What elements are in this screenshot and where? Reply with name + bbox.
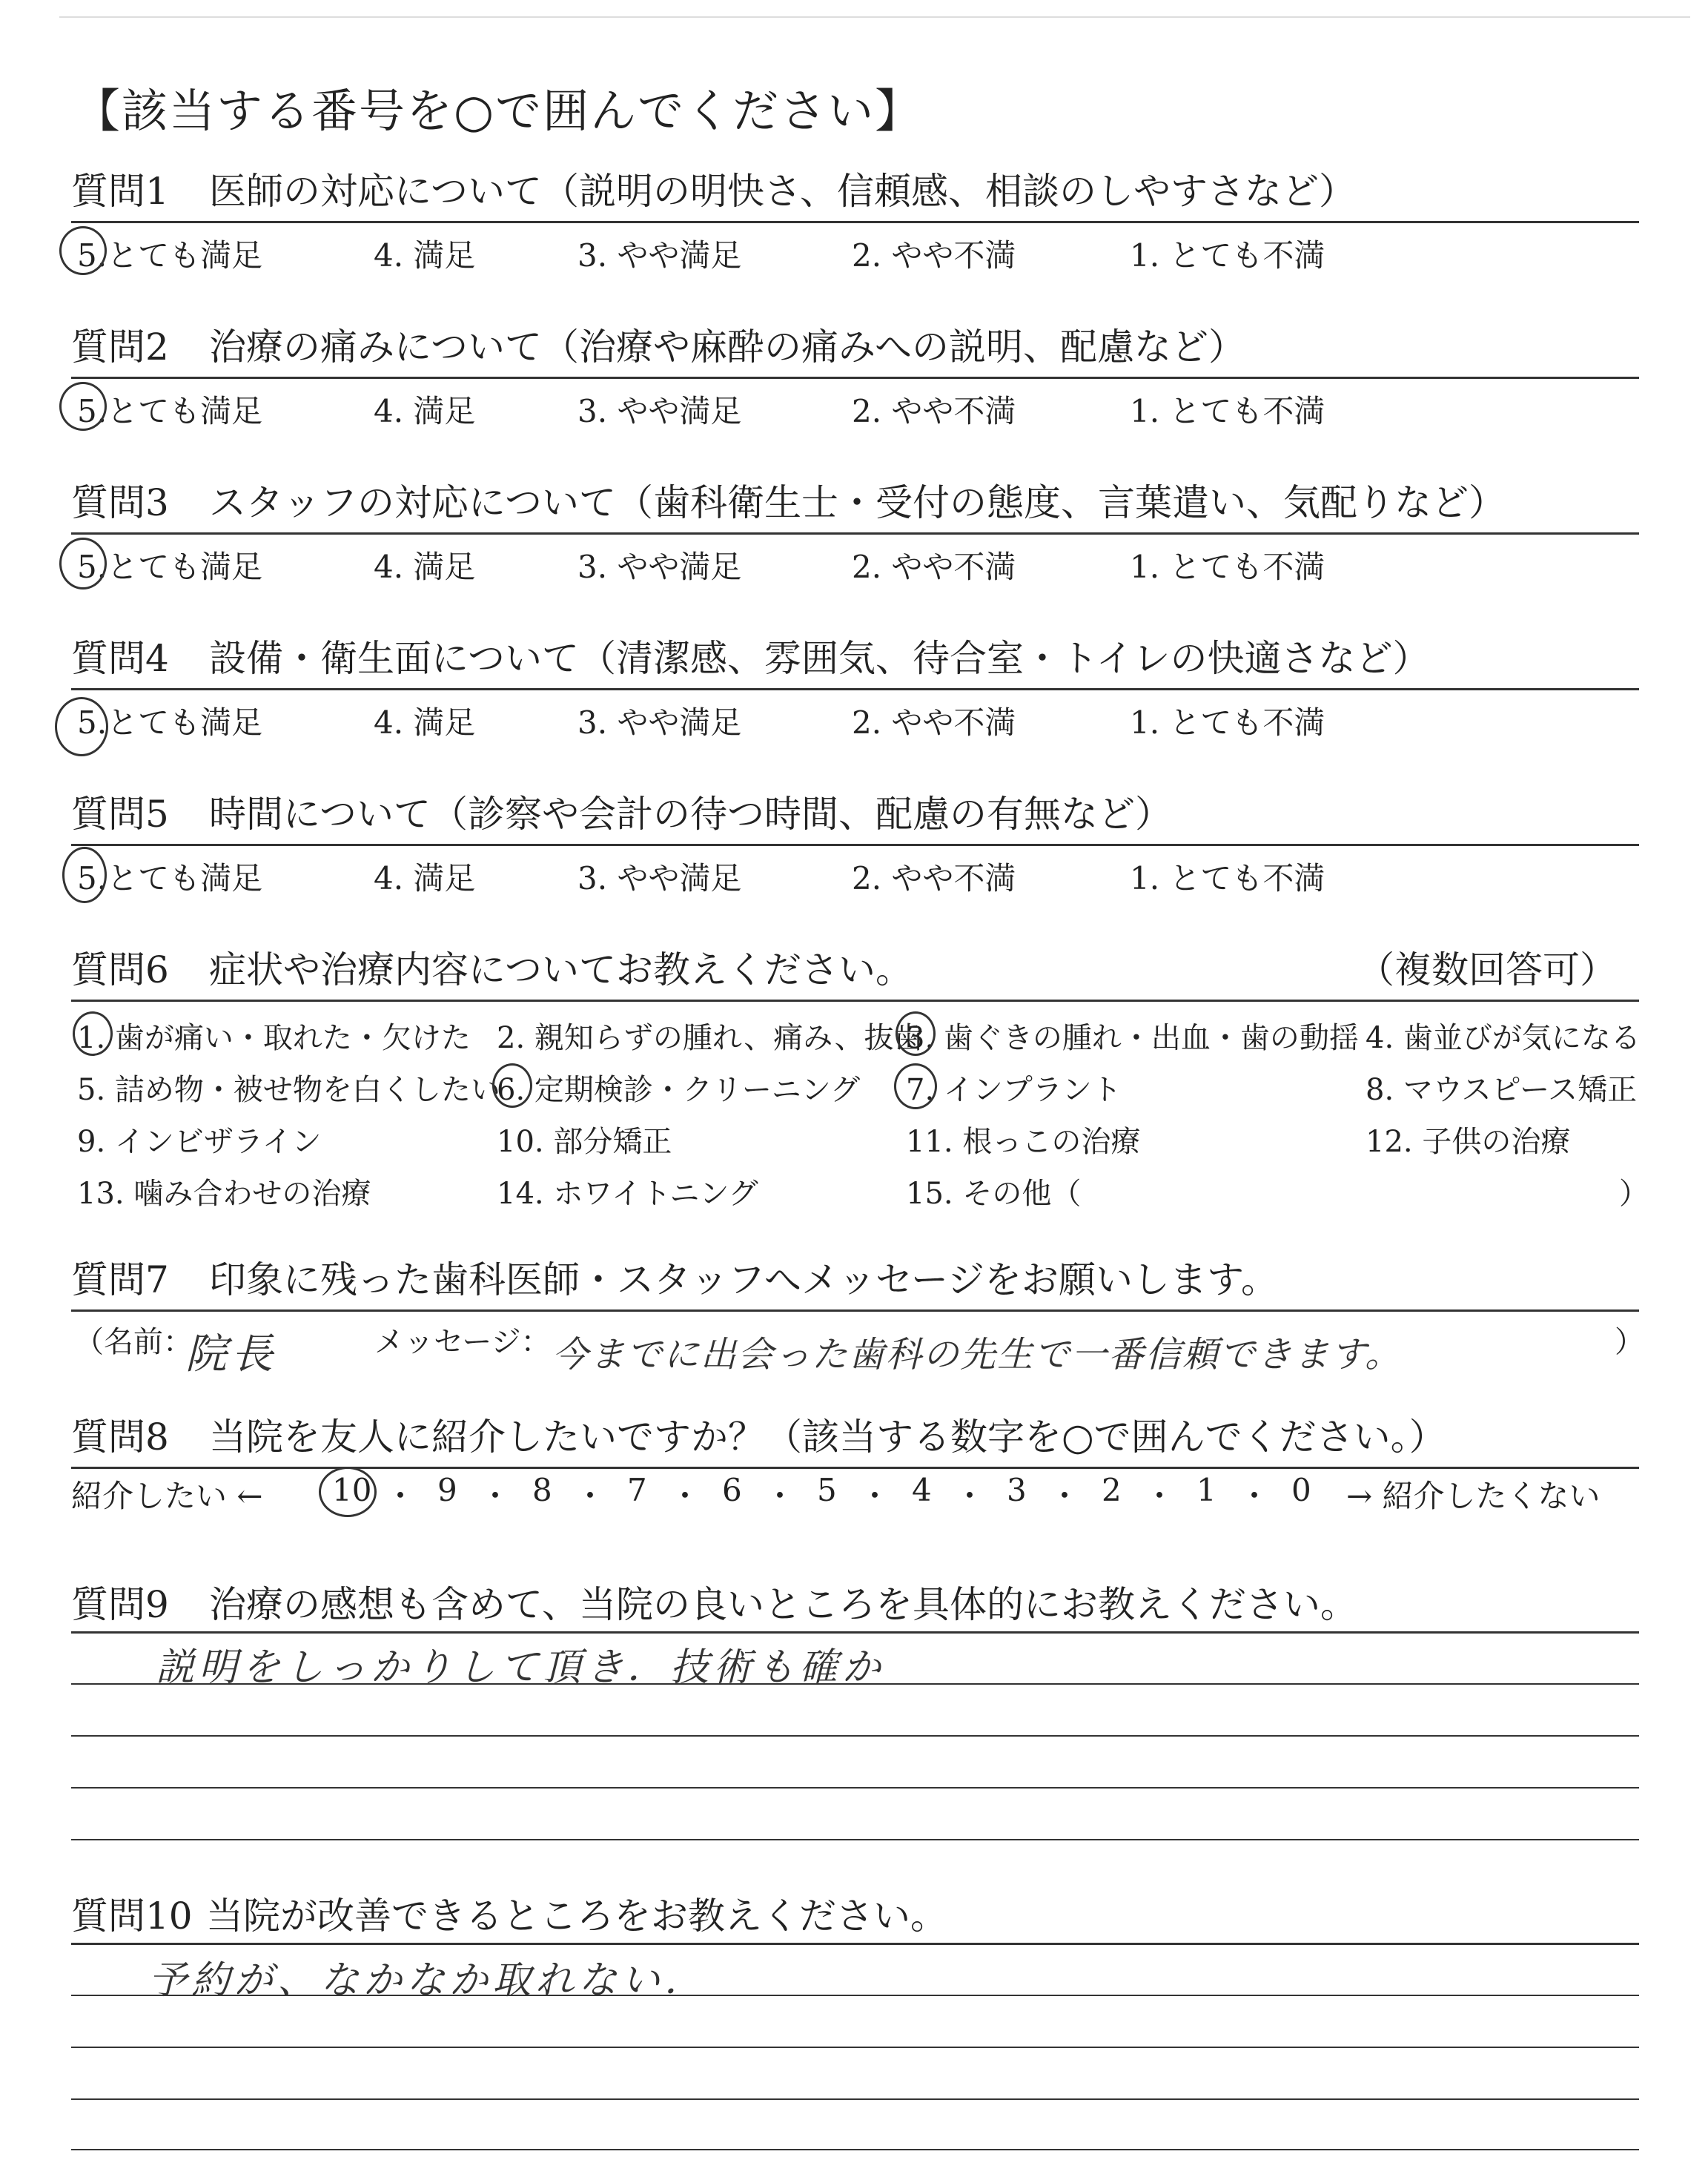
rating-options-q2 [77,387,1641,432]
question-number: 質問5 [71,793,169,836]
scale-1[interactable]: 1 [1196,1472,1217,1508]
scale-dot: ・ [859,1478,891,1514]
symptom-option-10[interactable]: 10. 部分矯正 [497,1125,672,1159]
scale-2[interactable]: 2 [1102,1472,1122,1508]
option-1[interactable]: 1. とても不満 [1130,860,1325,896]
scale-8[interactable]: 8 [532,1472,552,1508]
question-text: 当院を友人に紹介したいですか？（該当する数字を○で囲んでください。） [209,1416,1446,1459]
option-5[interactable]: 5.とても満足 [77,393,263,429]
top-edge-line [59,16,1690,18]
option-2[interactable]: 2. やや不満 [852,860,1016,896]
scale-dot: ・ [669,1478,701,1514]
scale-dot: ・ [764,1478,796,1514]
writing-line [71,2047,1639,2048]
question-text: 治療の痛みについて（治療や麻酔の痛みへの説明、配慮など） [209,326,1245,369]
option-1[interactable]: 1. とても不満 [1130,549,1325,585]
writing-line [71,1995,1639,1996]
option-2[interactable]: 2. やや不満 [852,549,1016,585]
option-3[interactable]: 3. やや満足 [577,704,742,741]
rating-options-q1 [77,231,1641,276]
scale-7[interactable]: 7 [627,1472,647,1508]
message-label: メッセージ： [374,1325,551,1359]
question-1 [71,165,1639,218]
question-rule [71,844,1639,846]
selection-circle [59,382,107,431]
rating-options-q5 [77,854,1641,899]
scale-3[interactable]: 3 [1007,1472,1027,1508]
selection-circle [59,226,107,275]
option-3[interactable]: 3. やや満足 [577,549,742,585]
writing-line [71,1683,1639,1685]
option-1[interactable]: 1. とても不満 [1130,393,1325,429]
option-3[interactable]: 3. やや満足 [577,237,742,274]
selection-circle [492,1063,532,1108]
question-number: 質問1 [71,170,169,213]
scale-10[interactable]: 10 [332,1472,372,1508]
question-text: 印象に残った歯科医師・スタッフへメッセージをお願いします。 [209,1258,1278,1301]
option-5[interactable]: 5.とても満足 [77,237,263,274]
question-7 [71,1253,1639,1307]
scale-dot: ・ [1049,1478,1081,1514]
selection-circle [55,697,108,756]
question-2 [71,320,1639,374]
question-text: スタッフの対応について（歯科衛生士・受付の態度、言葉遣い、気配りなど） [209,481,1506,524]
option-2[interactable]: 2. やや不満 [852,704,1016,741]
question-number: 質問9 [71,1583,169,1626]
other-close-paren: ） [1619,1177,1649,1211]
option-3[interactable]: 3. やや満足 [577,393,742,429]
question-number: 質問3 [71,481,169,524]
question-rule [71,1309,1639,1312]
symptom-option-13[interactable]: 13. 噛み合わせの治療 [77,1177,371,1211]
symptom-option-2[interactable]: 2. 親知らずの腫れ、痛み、抜歯 [497,1021,924,1055]
scale-5[interactable]: 5 [817,1472,837,1508]
writing-line [71,1735,1639,1737]
scale-6[interactable]: 6 [722,1472,742,1508]
option-4[interactable]: 4. 満足 [374,237,476,274]
scale-left-label: 紹介したい ← [71,1478,263,1514]
question-6 [71,943,1639,997]
symptom-option-6[interactable]: 6. 定期検診・クリーニング [497,1073,861,1107]
question-4 [71,632,1639,685]
scale-dot: ・ [1239,1478,1271,1514]
message-answer[interactable]: 今までに出会った歯科の先生で一番信頼できます。 [552,1334,1403,1375]
question-rule [71,1943,1639,1945]
question-number: 質問7 [71,1258,169,1301]
option-1[interactable]: 1. とても不満 [1130,704,1325,741]
scale-dot: ・ [1144,1478,1176,1514]
symptom-option-12[interactable]: 12. 子供の治療 [1366,1125,1571,1159]
symptom-option-14[interactable]: 14. ホワイトニング [497,1177,758,1211]
name-answer[interactable]: 院長 [185,1330,277,1378]
question-rule [71,1631,1639,1634]
symptom-option-7[interactable]: 7. インプラント [906,1073,1122,1107]
option-4[interactable]: 4. 満足 [374,704,476,741]
symptom-option-1[interactable]: 1. 歯が痛い・取れた・欠けた [77,1021,471,1055]
question-8 [71,1410,1639,1464]
question-rule [71,221,1639,223]
selection-circle [59,538,107,589]
option-5[interactable]: 5.とても満足 [77,549,263,585]
option-3[interactable]: 3. やや満足 [577,860,742,896]
question-text: 設備・衛生面について（清潔感、雰囲気、待合室・トイレの快適さなど） [209,637,1430,680]
question-number: 質問4 [71,637,169,680]
option-1[interactable]: 1. とても不満 [1130,237,1325,274]
symptom-option-11[interactable]: 11. 根っこの治療 [906,1125,1141,1159]
writing-line [71,2098,1639,2100]
option-4[interactable]: 4. 満足 [374,860,476,896]
symptom-option-15[interactable]: 15. その他（ [906,1177,1082,1211]
question-text: 治療の感想も含めて、当院の良いところを具体的にお教えください。 [209,1583,1357,1626]
question-number: 質問6 [71,948,169,991]
scale-4[interactable]: 4 [912,1472,932,1508]
option-2[interactable]: 2. やや不満 [852,393,1016,429]
question-rule [71,1000,1639,1002]
message-close-paren: ） [1615,1325,1644,1359]
selection-circle [319,1467,377,1517]
question-rule [71,688,1639,690]
selection-circle [62,847,107,903]
rating-options-q3 [77,543,1641,587]
symptom-option-5[interactable]: 5. 詰め物・被せ物を白くしたい [77,1073,500,1107]
scale-dot: ・ [954,1478,986,1514]
question-number: 質問2 [71,326,169,369]
writing-line [71,2149,1639,2150]
question-rule [71,1467,1639,1469]
question-rule [71,532,1639,535]
name-label: （名前： [74,1325,193,1359]
writing-line [71,1839,1639,1840]
option-5[interactable]: 5.とても満足 [77,704,263,741]
q10-answer[interactable]: 予約が、なかなか取れない． [148,1958,708,2003]
multiple-answers-note: （複数回答可） [1357,948,1617,991]
question-10 [71,1889,1639,1943]
option-4[interactable]: 4. 満足 [374,549,476,585]
option-5[interactable]: 5.とても満足 [77,860,263,896]
q9-answer[interactable]: 説明をしっかりして頂き．技術も確か [156,1645,885,1690]
question-3 [71,476,1639,529]
question-text: 医師の対応について（説明の明快さ、信頼感、相談のしやすさなど） [209,170,1356,213]
symptom-option-8[interactable]: 8. マウスピース矯正 [1366,1073,1638,1107]
scale-dot: ・ [575,1478,606,1514]
main-title: 【該当する番号を○で囲んでください】 [74,84,923,138]
symptom-option-3[interactable]: 3. 歯ぐきの腫れ・出血・歯の動揺 [906,1021,1359,1055]
rating-options-q4 [77,698,1641,743]
selection-circle [896,1011,936,1056]
question-number: 質問10 [71,1895,193,1938]
option-4[interactable]: 4. 満足 [374,393,476,429]
selection-circle [73,1011,113,1056]
symptom-option-4[interactable]: 4. 歯並びが気になる [1366,1021,1641,1055]
scale-right-label: → 紹介したくない [1346,1478,1601,1514]
question-9 [71,1578,1639,1631]
question-text: 症状や治療内容についてお教えください。 [209,948,913,991]
scale-dot: ・ [385,1478,417,1514]
question-text: 時間について（診察や会計の待つ時間、配慮の有無など） [209,793,1172,836]
writing-line [71,1787,1639,1789]
option-2[interactable]: 2. やや不満 [852,237,1016,274]
selection-circle [894,1063,937,1109]
symptom-option-9[interactable]: 9. インビザライン [77,1125,322,1159]
question-5 [71,787,1639,841]
scale-9[interactable]: 9 [437,1472,457,1508]
question-text: 当院が改善できるところをお教えください。 [206,1895,947,1938]
question-number: 質問8 [71,1416,169,1459]
scale-0[interactable]: 0 [1291,1472,1311,1508]
question-rule [71,377,1639,379]
scale-dot: ・ [480,1478,512,1514]
